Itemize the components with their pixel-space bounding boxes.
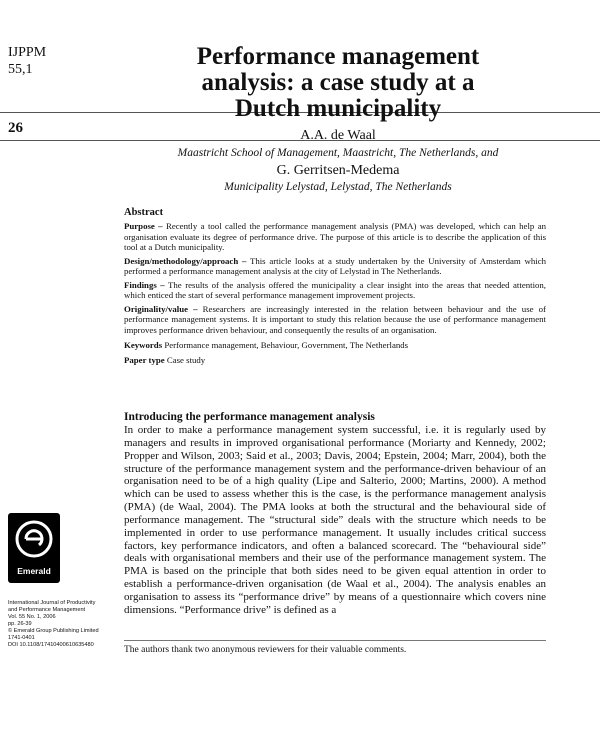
emerald-logo [8, 513, 60, 583]
volume-issue: 55,1 [8, 62, 33, 77]
originality-label: Originality/value – [124, 303, 198, 314]
journal-issn: 1741-0401 [8, 635, 35, 641]
article-title [130, 44, 546, 122]
title-line: analysis: a case study at a [201, 69, 475, 96]
affiliation-2: Municipality Lelystad, Lelystad, The Netherlands [224, 181, 452, 193]
journal-pages: pp. 26-39 [8, 621, 32, 627]
abstract-paper-type [124, 355, 546, 366]
emerald-e-icon [8, 513, 60, 565]
abstract-purpose [124, 221, 546, 253]
abstract-heading: Abstract [124, 207, 164, 218]
paper-type-text: Case study [166, 354, 206, 365]
logo-text: Emerald [17, 566, 51, 576]
findings-label: Findings – [124, 279, 165, 290]
journal-name-2: and Performance Management [8, 607, 86, 613]
section-heading: Introducing the performance management analysis [124, 411, 375, 423]
journal-doi: DOI 10.1108/17410400610635480 [8, 642, 94, 648]
footnote: The authors thank two anonymous reviewers for their valuable comments. [124, 645, 407, 655]
title-line: Dutch municipality [234, 95, 442, 122]
journal-code-block [8, 44, 46, 78]
section-body: In order to make a performance management system successful, i.e. it is regularly used by managers and results in improved organisational performance (Moriarty and Kennedy, 2002; Propper and Wilson, 2003; Said et al., 2003; Davis, 2004; Epstein, 2004; Marr, 2004), both the structure of the performance management system and the performance-driven behaviour of an organisation need to be of a high quality (Lipe and Salterio, 2000; Martins, 2000). A method which can be used to assess whether this is the case, is the performance management analysis (PMA) (de Waal, 2004). The PMA looks at both the structural and the behavioural side of performance management. The “structural side” deals with the structure which needs to be implemented in order to use performance management. It usually includes critical success factors, key performance indicators, and often a balanced scorecard. The “behavioural side” deals with organisational members and their use of the performance management system. The PMA is based on the principle that both sides need to be given equal attention in order to establish a performance-driven organisation (de Waal et al., 2004). The analysis enables an organisation to assess its “performance drive” by means of a questionnaire which covers nine dimensions. “Performance drive” is defined as a [124, 424, 546, 616]
journal-info [8, 600, 120, 649]
footnote-rule [124, 640, 546, 641]
journal-copyright: © Emerald Group Publishing Limited [8, 628, 99, 634]
findings-text: The results of the analysis offered the municipality a clear insight into the areas that needed attention, which enticed the start of several performance management improvement projects. [124, 279, 547, 301]
journal-name-1: International Journal of Productivity [8, 600, 96, 606]
affiliation-1: Maastricht School of Management, Maastricht, The Netherlands, and [177, 147, 499, 159]
paper-type-label: Paper type [124, 354, 165, 365]
design-label: Design/methodology/approach – [124, 255, 247, 266]
abstract-keywords [124, 340, 546, 351]
abstract-findings [124, 280, 546, 302]
journal-code: IJPPM [8, 45, 47, 60]
purpose-label: Purpose – [124, 220, 163, 231]
abstract [124, 208, 546, 368]
abstract-design [124, 256, 546, 278]
purpose-text: Recently a tool called the performance management analysis (PMA) was developed, which can help an organisation evaluate its degree of performance drive. The purpose of this article is to describe the application of this tool at a Dutch municipality. [124, 220, 547, 253]
originality-text: Researchers are increasingly interested in the relation between behaviour and the use of performance management systems. It is important to study this relation because the use of performance management improves performance driven behaviour, and consequently the results of an organisation. [124, 303, 546, 336]
abstract-originality [124, 304, 546, 336]
keywords-text: Performance management, Behaviour, Government, The Netherlands [164, 339, 409, 350]
page-number: 26 [8, 120, 23, 136]
journal-volume: Vol. 55 No. 1, 2006 [8, 614, 56, 620]
title-line: Performance management [196, 43, 480, 70]
author-1: A.A. de Waal [300, 128, 376, 143]
author-2: G. Gerritsen-Medema [276, 163, 400, 178]
keywords-label: Keywords [124, 339, 163, 350]
design-text: This article looks at a study undertaken by the University of Amsterdam which performed a performance management analysis at the city of Lelystad in The Netherlands. [124, 255, 547, 277]
